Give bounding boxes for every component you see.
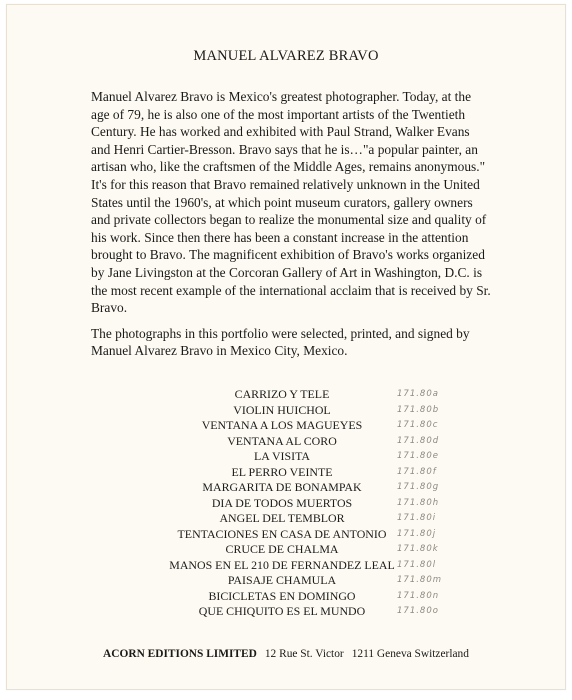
handwritten-catalog-number: 171.80b xyxy=(397,404,440,415)
photograph-item xyxy=(167,495,440,512)
handwritten-catalog-number: 171.80j xyxy=(397,528,437,539)
photograph-item xyxy=(167,573,443,589)
handwritten-catalog-number: 171.80c xyxy=(397,420,439,430)
photograph-item xyxy=(167,511,437,527)
handwritten-catalog-number: 171.80i xyxy=(397,513,437,523)
intro-paragraph: Manuel Alvarez Bravo is Mexico's greatest photographer. Today, at the age of 79, he is also one of the most important artists of the Twentieth Century. He has worked and exhibited with Paul Strand, Walker Evans and Henri Cartier-Bresson. Bravo says that he is…"a popular painter, an artisan who, like the craftsmen of the Middle Ages, remains anonymous." It's for this reason that Bravo remained relatively unknown in the United States until the 1960's, at which point museum curators, gallery owners and private collectors began to realize the monumental size and quality of his work. Since then there has been a constant increase in the attention brought to Bravo. The magnificent exhibition of Bravo's works organized by Jane Livingston at the Corcoran Gallery of Art in Washington, D.C. is the most recent example of the international acclaim that is received by Sr. Bravo. xyxy=(91,89,491,316)
photograph-title: QUE CHIQUITO ES EL MUNDO xyxy=(198,604,366,618)
publisher-city: 1211 Geneva Switzerland xyxy=(351,648,469,660)
publisher-footer xyxy=(7,648,565,660)
photograph-item xyxy=(167,526,437,543)
handwritten-catalog-number: 171.80n xyxy=(397,590,440,601)
photograph-title: MANOS EN EL 210 DE FERNANDEZ LEAL xyxy=(169,557,395,572)
publisher-street: 12 Rue St. Victor xyxy=(264,648,344,660)
handwritten-catalog-number: 171.80d xyxy=(397,435,440,446)
handwritten-catalog-number: 171.80k xyxy=(397,544,439,554)
handwritten-catalog-number: 171.80h xyxy=(397,497,440,508)
photograph-title: EL PERRO VEINTE xyxy=(231,464,333,479)
photograph-item xyxy=(167,604,439,620)
intro-text xyxy=(91,88,491,368)
photograph-title: VENTANA A LOS MAGUEYES xyxy=(201,418,363,432)
photograph-title: ANGEL DEL TEMBLOR xyxy=(219,511,345,525)
photograph-title: TENTACIONES EN CASA DE ANTONIO xyxy=(177,526,387,541)
photograph-item xyxy=(167,542,439,558)
photograph-title: VIOLIN HUICHOL xyxy=(233,402,331,417)
photograph-title: VENTANA AL CORO xyxy=(227,433,337,448)
photograph-title: PAISAJE CHAMULA xyxy=(227,573,337,587)
photograph-item xyxy=(167,402,440,419)
photograph-item xyxy=(167,464,437,481)
handwritten-catalog-number: 171.80o xyxy=(397,606,439,616)
photograph-title: BICICLETAS EN DOMINGO xyxy=(208,588,356,603)
handwritten-catalog-number: 171.80e xyxy=(397,451,439,461)
photograph-item xyxy=(167,387,439,403)
handwritten-catalog-number: 171.80m xyxy=(397,575,443,585)
photograph-list xyxy=(167,387,443,620)
photograph-item xyxy=(167,480,440,496)
photograph-title: MARGARITA DE BONAMPAK xyxy=(202,480,362,494)
photograph-item xyxy=(167,418,439,434)
handwritten-catalog-number: 171.80f xyxy=(397,466,437,477)
handwritten-catalog-number: 171.80a xyxy=(397,389,439,399)
photograph-item xyxy=(167,588,440,605)
photograph-title: CARRIZO Y TELE xyxy=(234,387,330,401)
handwritten-catalog-number: 171.80g xyxy=(397,482,440,492)
photograph-item xyxy=(167,557,437,574)
handwritten-catalog-number: 171.80l xyxy=(397,559,437,570)
photograph-item xyxy=(167,433,440,450)
photograph-item xyxy=(167,449,439,465)
photograph-title: LA VISITA xyxy=(254,449,310,463)
photograph-title: DIA DE TODOS MUERTOS xyxy=(211,495,353,510)
photograph-title: CRUCE DE CHALMA xyxy=(225,542,339,556)
portfolio-page xyxy=(6,4,566,690)
publisher-name: ACORN EDITIONS LIMITED xyxy=(103,648,257,660)
page-title: MANUEL ALVAREZ BRAVO xyxy=(193,48,379,64)
portfolio-note-paragraph: The photographs in this portfolio were selected, printed, and signed by Manuel Alvarez Bravo in Mexico City, Mexico. xyxy=(91,325,470,359)
